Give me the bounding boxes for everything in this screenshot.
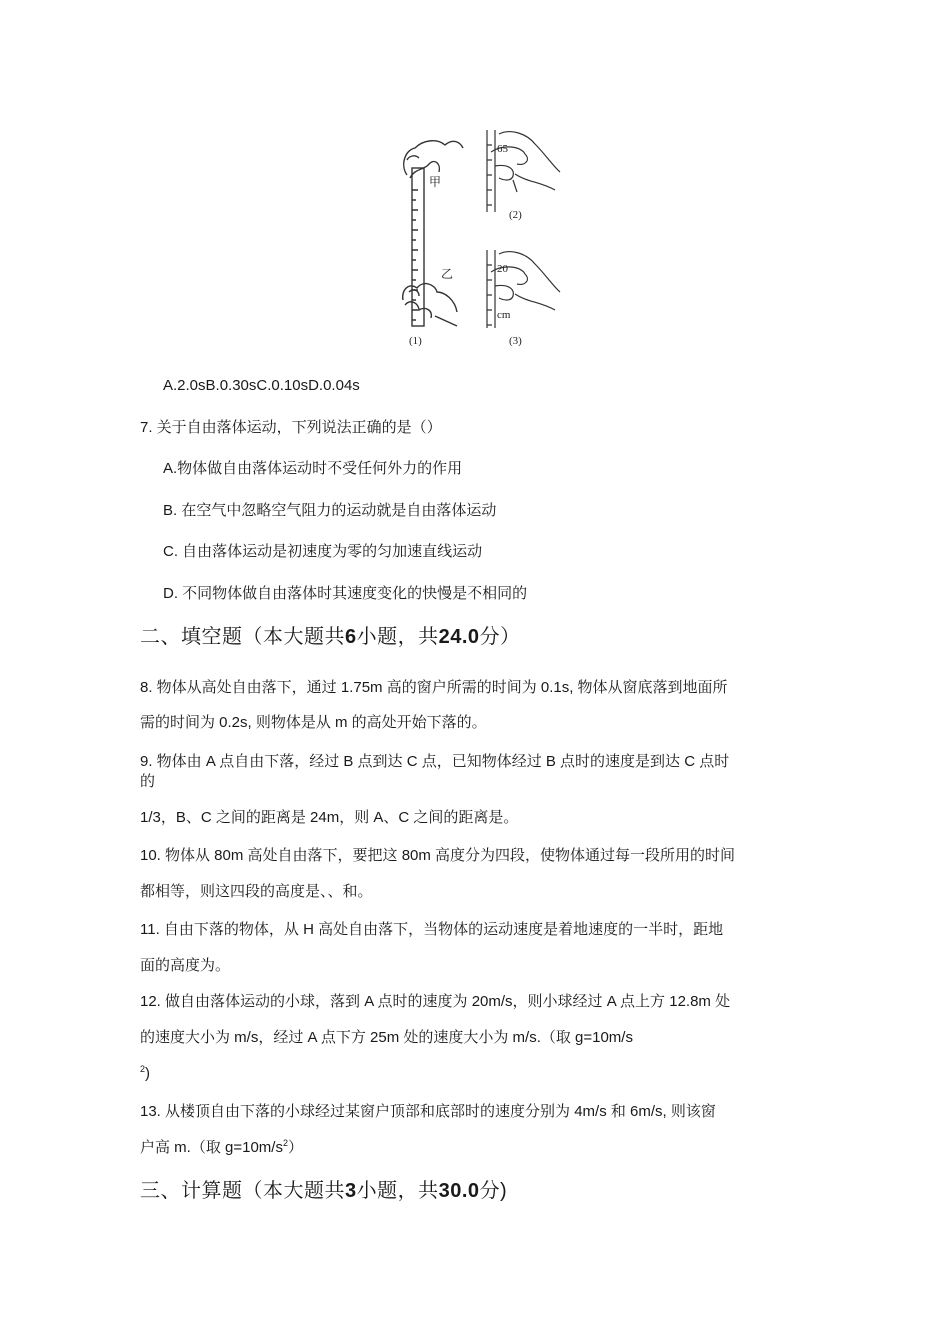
q12-superscript: 2 bbox=[140, 1064, 146, 1074]
q6-options: A.2.0sB.0.30sC.0.10sD.0.04s bbox=[163, 377, 360, 394]
caption-2: (2) bbox=[509, 209, 522, 221]
q8-line1: 8. 物体从高处自由落下，通过 1.75m 高的窗户所需的时间为 0.1s, 物体从窗底落到地面所 bbox=[140, 679, 728, 696]
q10-line2: 都相等，则这四段的高度是、、和。 bbox=[140, 883, 373, 900]
section-heading-fill-in bbox=[140, 624, 521, 650]
q9-line1: 9. 物体由 A 点自由下落，经过 B 点到达 C 点，已知物体经过 B 点时的速度是到达 C 点时 bbox=[140, 753, 730, 770]
label-yi: 乙 bbox=[441, 267, 454, 281]
label-65: 65 bbox=[497, 143, 508, 155]
section2-suffix: 分） bbox=[479, 626, 521, 648]
q12-line3 bbox=[140, 1064, 150, 1084]
q11-line1: 11. 自由下落的物体，从 H 高处自由落下，当物体的运动速度是着地速度的一半时，距地 bbox=[140, 921, 724, 938]
q7-option-a: A.物体做自由落体运动时不受任何外力的作用 bbox=[163, 460, 463, 477]
section2-prefix: 二、填空题（本大题共 bbox=[140, 626, 345, 648]
section2-count: 6 bbox=[345, 626, 357, 648]
q13-line2 bbox=[140, 1138, 303, 1158]
ruler-drawing-1 bbox=[403, 141, 463, 326]
q13-superscript: 2 bbox=[282, 1138, 288, 1148]
q7-option-b: B. 在空气中忽略空气阻力的运动就是自由落体运动 bbox=[163, 502, 497, 519]
label-20: 20 bbox=[497, 263, 508, 275]
section2-mid: 小题，共 bbox=[356, 626, 439, 648]
section3-count: 3 bbox=[345, 1180, 357, 1202]
q11-line2: 面的高度为。 bbox=[140, 957, 231, 974]
caption-1: (1) bbox=[409, 335, 422, 347]
q7-option-c: C. 自由落体运动是初速度为零的匀加速直线运动 bbox=[163, 543, 483, 560]
section2-score: 24.0 bbox=[438, 626, 480, 648]
section3-prefix: 三、计算题（本大题共 bbox=[140, 1180, 345, 1202]
q10-line1: 10. 物体从 80m 高处自由落下，要把这 80m 高度分为四段，使物体通过每一段所用的时间 bbox=[140, 847, 736, 864]
q8-line2: 需的时间为 0.2s, 则物体是从 m 的高处开始下落的。 bbox=[140, 714, 487, 731]
q7-option-d: D. 不同物体做自由落体时其速度变化的快慢是不相同的 bbox=[163, 585, 528, 602]
q12-line2: 的速度大小为 m/s，经过 A 点下方 25m 处的速度大小为 m/s.（取 g=10m/s bbox=[140, 1029, 633, 1046]
label-jia: 甲 bbox=[429, 175, 442, 189]
q12-line1: 12. 做自由落体运动的小球，落到 A 点时的速度为 20m/s，则小球经过 A 点上方 12.8m 处 bbox=[140, 993, 731, 1010]
section-heading-calculation bbox=[140, 1178, 507, 1204]
q7-stem: 7. 关于自由落体运动，下列说法正确的是（） bbox=[140, 419, 442, 436]
section3-mid: 小题，共 bbox=[356, 1180, 439, 1202]
label-cm: cm bbox=[497, 309, 511, 321]
ruler-experiment-figure bbox=[395, 120, 575, 355]
section3-score: 30.0 bbox=[438, 1180, 480, 1202]
q13-line2-end: ） bbox=[287, 1139, 303, 1156]
q9-line2: 的 bbox=[140, 773, 156, 790]
q12-close-paren: ) bbox=[145, 1065, 151, 1082]
q13-line1: 13. 从楼顶自由下落的小球经过某窗户顶部和底部时的速度分别为 4m/s 和 6m/s, 则该窗 bbox=[140, 1103, 716, 1120]
section3-suffix: 分) bbox=[479, 1180, 508, 1202]
q13-line2-text: 户高 m.（取 g=10m/s bbox=[140, 1139, 283, 1156]
q9-line3: 1/3，B、C 之间的距离是 24m，则 A、C 之间的距离是。 bbox=[140, 809, 519, 826]
caption-3: (3) bbox=[509, 335, 522, 347]
